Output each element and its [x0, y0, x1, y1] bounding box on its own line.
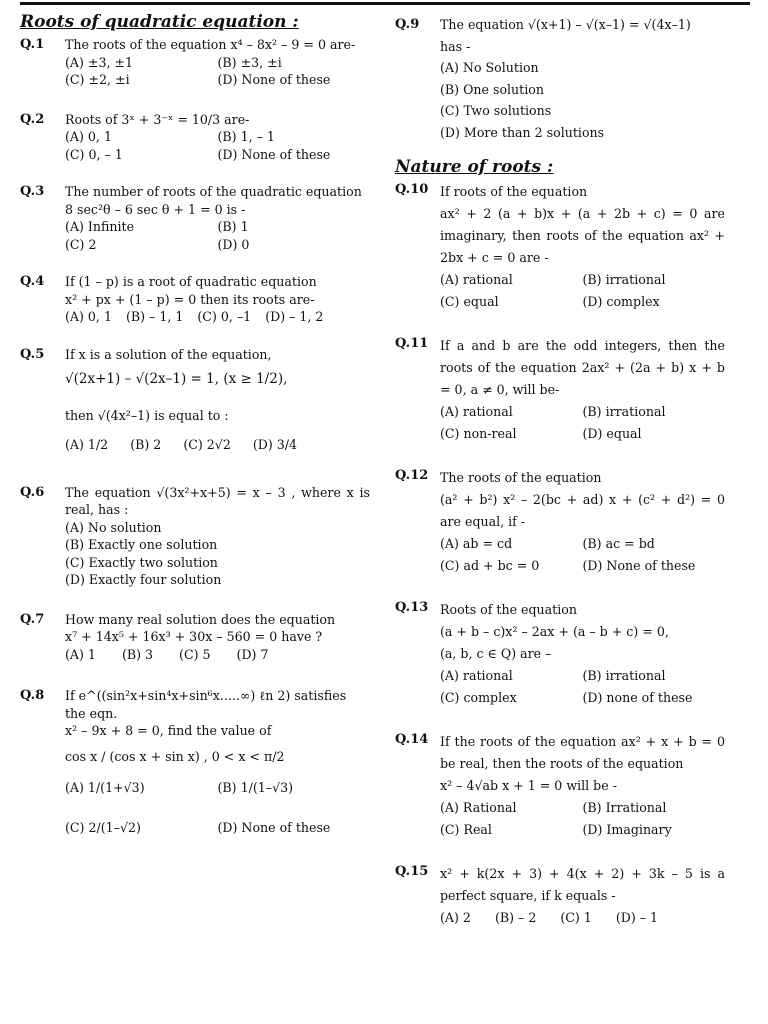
option-c: (C) 0, – 1	[65, 146, 123, 162]
question-number: Q.10	[395, 182, 429, 197]
question-number: Q.3	[20, 184, 45, 199]
option-b: (B) 2	[130, 437, 162, 452]
option-b: (B) 1, – 1	[217, 129, 275, 144]
option-c: (C) 0, –1	[197, 309, 252, 324]
question-text-2: (a² + b²) x² – 2(bc + ad) x + (c² + d²) = 0 are equal, if -	[440, 492, 725, 529]
question-text-2: x² – 9x + 8 = 0, find the value of	[65, 723, 272, 738]
question-text: If e^((sin²x+sin⁴x+sin⁶x.....∞) ℓn 2) satisfies the eqn.	[65, 688, 347, 721]
question-8	[20, 687, 370, 836]
question-text: If (1 – p) is a root of quadratic equation	[65, 274, 317, 289]
question-number: Q.15	[395, 864, 429, 879]
question-2	[20, 111, 370, 164]
option-b: (B) 1	[217, 219, 249, 234]
question-number: Q.14	[395, 732, 429, 747]
question-4	[20, 273, 370, 326]
question-text: The number of roots of the quadratic equation	[65, 184, 362, 199]
option-b: (B) Irrational	[582, 800, 667, 815]
question-number: Q.7	[20, 611, 45, 627]
option-b: (B) irrational	[582, 404, 666, 419]
option-d: (D) – 1	[615, 910, 659, 925]
option-b: (B) 1/(1–√3)	[217, 780, 294, 795]
question-text: Roots of the equation	[440, 602, 577, 617]
question-9	[395, 16, 725, 141]
option-d: (D) None of these	[217, 72, 331, 87]
question-13	[395, 599, 725, 709]
question-text-2: x² – 4√ab x + 1 = 0 will be -	[440, 778, 617, 793]
section-heading-nature: Nature of roots :	[395, 157, 554, 177]
option-c: (C) Two solutions	[440, 103, 552, 118]
option-d: (D) Exactly four solution	[65, 572, 222, 587]
option-b: (B) ±3, ±i	[217, 54, 282, 70]
option-a: (A) rational	[440, 404, 513, 419]
question-15	[395, 863, 725, 929]
option-c: (C) ad + bc = 0	[440, 558, 540, 573]
option-c: (C) non-real	[440, 426, 517, 441]
option-b: (B) 3	[121, 646, 154, 662]
option-a: (A) 1/(1+√3)	[65, 780, 145, 795]
option-c: (C) 1	[560, 910, 592, 925]
question-text-2: has -	[440, 38, 471, 54]
option-c: (C) Real	[440, 822, 492, 837]
question-3	[20, 183, 370, 253]
option-a: (A) rational	[440, 668, 513, 683]
option-a: (A) 1	[65, 646, 96, 662]
option-b: (B) – 2	[494, 910, 537, 925]
option-c: (C) complex	[440, 690, 517, 705]
question-text-2: x² + px + (1 – p) = 0 then its roots are-	[65, 291, 315, 307]
question-text: The equation √(x+1) – √(x–1) = √(4x–1)	[440, 17, 691, 32]
option-a: (A) rational	[440, 272, 513, 287]
question-7	[20, 611, 370, 664]
option-d: (D) 7	[236, 646, 269, 662]
option-a: (A) 2	[440, 910, 471, 925]
question-6	[20, 484, 370, 589]
option-d: (D) 3/4	[252, 437, 298, 452]
option-a: (A) Rational	[440, 800, 517, 815]
question-equation: √(2x+1) – √(2x–1) = 1, (x ≥ 1/2),	[65, 371, 288, 387]
question-text: If the roots of the equation ax² + x + b = 0 be real, then the roots of the equation	[440, 734, 725, 771]
option-a: (A) Infinite	[65, 219, 135, 234]
option-b: (B) – 1, 1	[125, 309, 184, 324]
section-heading-roots: Roots of quadratic equation :	[20, 12, 299, 32]
question-number: Q.12	[395, 468, 429, 483]
question-text: If x is a solution of the equation,	[65, 346, 272, 362]
option-a: (A) 1/2	[65, 437, 109, 452]
option-d: (D) None of these	[582, 558, 696, 573]
option-b: (B) irrational	[582, 668, 666, 683]
question-text-3: (a, b, c ∈ Q) are –	[440, 646, 552, 661]
question-text: If a and b are the odd integers, then the roots of the equation 2ax² + (2a + b) x + b = 0, a ≠ 0, will be-	[440, 338, 725, 397]
option-b: (B) Exactly one solution	[65, 537, 218, 552]
question-text-2: then √(4x²–1) is equal to :	[65, 407, 229, 423]
question-number: Q.5	[20, 346, 45, 362]
option-a: (A) 0, 1	[65, 129, 112, 144]
question-11	[395, 335, 725, 445]
question-14	[395, 731, 725, 841]
option-d: (D) none of these	[582, 690, 693, 705]
question-text: The roots of the equation	[440, 470, 602, 485]
option-d: (D) More than 2 solutions	[440, 124, 605, 140]
question-1	[20, 36, 370, 89]
option-b: (B) One solution	[440, 81, 544, 97]
question-expression: cos x / (cos x + sin x) , 0 < x < π/2	[65, 748, 285, 764]
option-d: (D) Imaginary	[582, 822, 672, 837]
right-column	[395, 10, 725, 929]
option-a: (A) 0, 1	[65, 309, 112, 324]
option-c: (C) Exactly two solution	[65, 554, 218, 570]
option-d: (D) complex	[582, 294, 660, 309]
question-number: Q.6	[20, 484, 45, 500]
question-number: Q.8	[20, 688, 45, 703]
question-number: Q.11	[395, 336, 429, 351]
option-c: (C) ±2, ±i	[65, 72, 130, 87]
question-5	[20, 346, 370, 454]
question-text: The equation √(3x²+x+5) = x – 3 , where x is real, has :	[65, 484, 370, 517]
option-d: (D) None of these	[217, 146, 331, 162]
option-b: (B) irrational	[582, 272, 666, 287]
option-c: (C) equal	[440, 294, 499, 309]
option-d: (D) 0	[217, 236, 250, 252]
option-c: (C) 5	[179, 646, 211, 662]
option-a: (A) ±3, ±1	[65, 54, 134, 70]
question-number: Q.1	[20, 37, 45, 52]
question-number: Q.2	[20, 111, 45, 127]
option-c: (C) 2	[65, 236, 97, 252]
left-column	[20, 10, 370, 836]
question-equation: 8 sec²θ – 6 sec θ + 1 = 0 is -	[65, 201, 246, 217]
option-b: (B) ac = bd	[582, 536, 655, 551]
option-a: (A) ab = cd	[440, 536, 513, 551]
option-c: (C) 2√2	[183, 437, 231, 452]
question-number: Q.4	[20, 274, 45, 289]
question-text: If roots of the equation	[440, 184, 588, 199]
question-text-2: (a + b – c)x² – 2ax + (a – b + c) = 0,	[440, 624, 669, 639]
option-d: (D) None of these	[217, 819, 331, 835]
option-d: (D) equal	[582, 426, 642, 441]
option-c: (C) 2/(1–√2)	[65, 819, 141, 835]
question-text: The roots of the equation x⁴ – 8x² – 9 = 0 are-	[65, 37, 356, 52]
question-10	[395, 181, 725, 313]
option-a: (A) No solution	[65, 519, 162, 535]
question-number: Q.13	[395, 600, 429, 615]
question-text: Roots of 3ˣ + 3⁻ˣ = 10/3 are-	[65, 111, 250, 127]
question-12	[395, 467, 725, 577]
top-rule	[20, 2, 750, 5]
option-d: (D) – 1, 2	[265, 309, 324, 324]
option-a: (A) No Solution	[440, 60, 539, 75]
question-text: x² + k(2x + 3) + 4(x + 2) + 3k – 5 is a perfect square, if k equals -	[440, 866, 725, 903]
question-text: How many real solution does the equation	[65, 611, 336, 627]
question-text-2: x⁷ + 14x⁵ + 16x³ + 30x – 560 = 0 have ?	[65, 629, 323, 644]
question-number: Q.9	[395, 17, 420, 32]
question-text-2: ax² + 2 (a + b)x + (a + 2b + c) = 0 are imaginary, then roots of the equation ax² + 2bx + c = 0 are -	[440, 206, 725, 265]
